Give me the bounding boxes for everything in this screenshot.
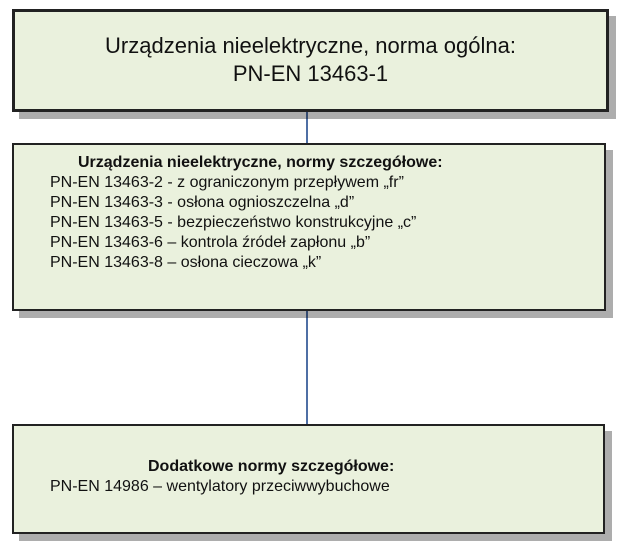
detailed-standard-item: PN-EN 13463-6 – kontrola źródeł zapłonu „b”: [50, 234, 371, 251]
detailed-standard-item: PN-EN 13463-8 – osłona cieczowa „k”: [50, 254, 322, 271]
connector-detailed-to-additional: [306, 311, 308, 425]
additional-standards-heading: Dodatkowe normy szczegółowe:: [148, 458, 395, 475]
detailed-standard-item: PN-EN 13463-3 - osłona ognioszczelna „d”: [50, 194, 355, 211]
detailed-standard-item: PN-EN 13463-2 - z ograniczonym przepływem „fr”: [50, 174, 404, 191]
detailed-standards-heading: Urządzenia nieelektryczne, normy szczegółowe:: [78, 154, 443, 171]
detailed-standards-box: [12, 143, 606, 311]
general-standard-box: [12, 9, 609, 112]
additional-standard-item: PN-EN 14986 – wentylatory przeciwwybuchowe: [50, 478, 390, 495]
detailed-standard-item: PN-EN 13463-5 - bezpieczeństwo konstrukcyjne „c”: [50, 214, 417, 231]
general-standard-title: Urządzenia nieelektryczne, norma ogólna:: [105, 33, 516, 58]
general-standard-code: PN-EN 13463-1: [232, 61, 389, 86]
additional-standards-box: [12, 424, 605, 534]
connector-general-to-detailed: [306, 112, 308, 144]
